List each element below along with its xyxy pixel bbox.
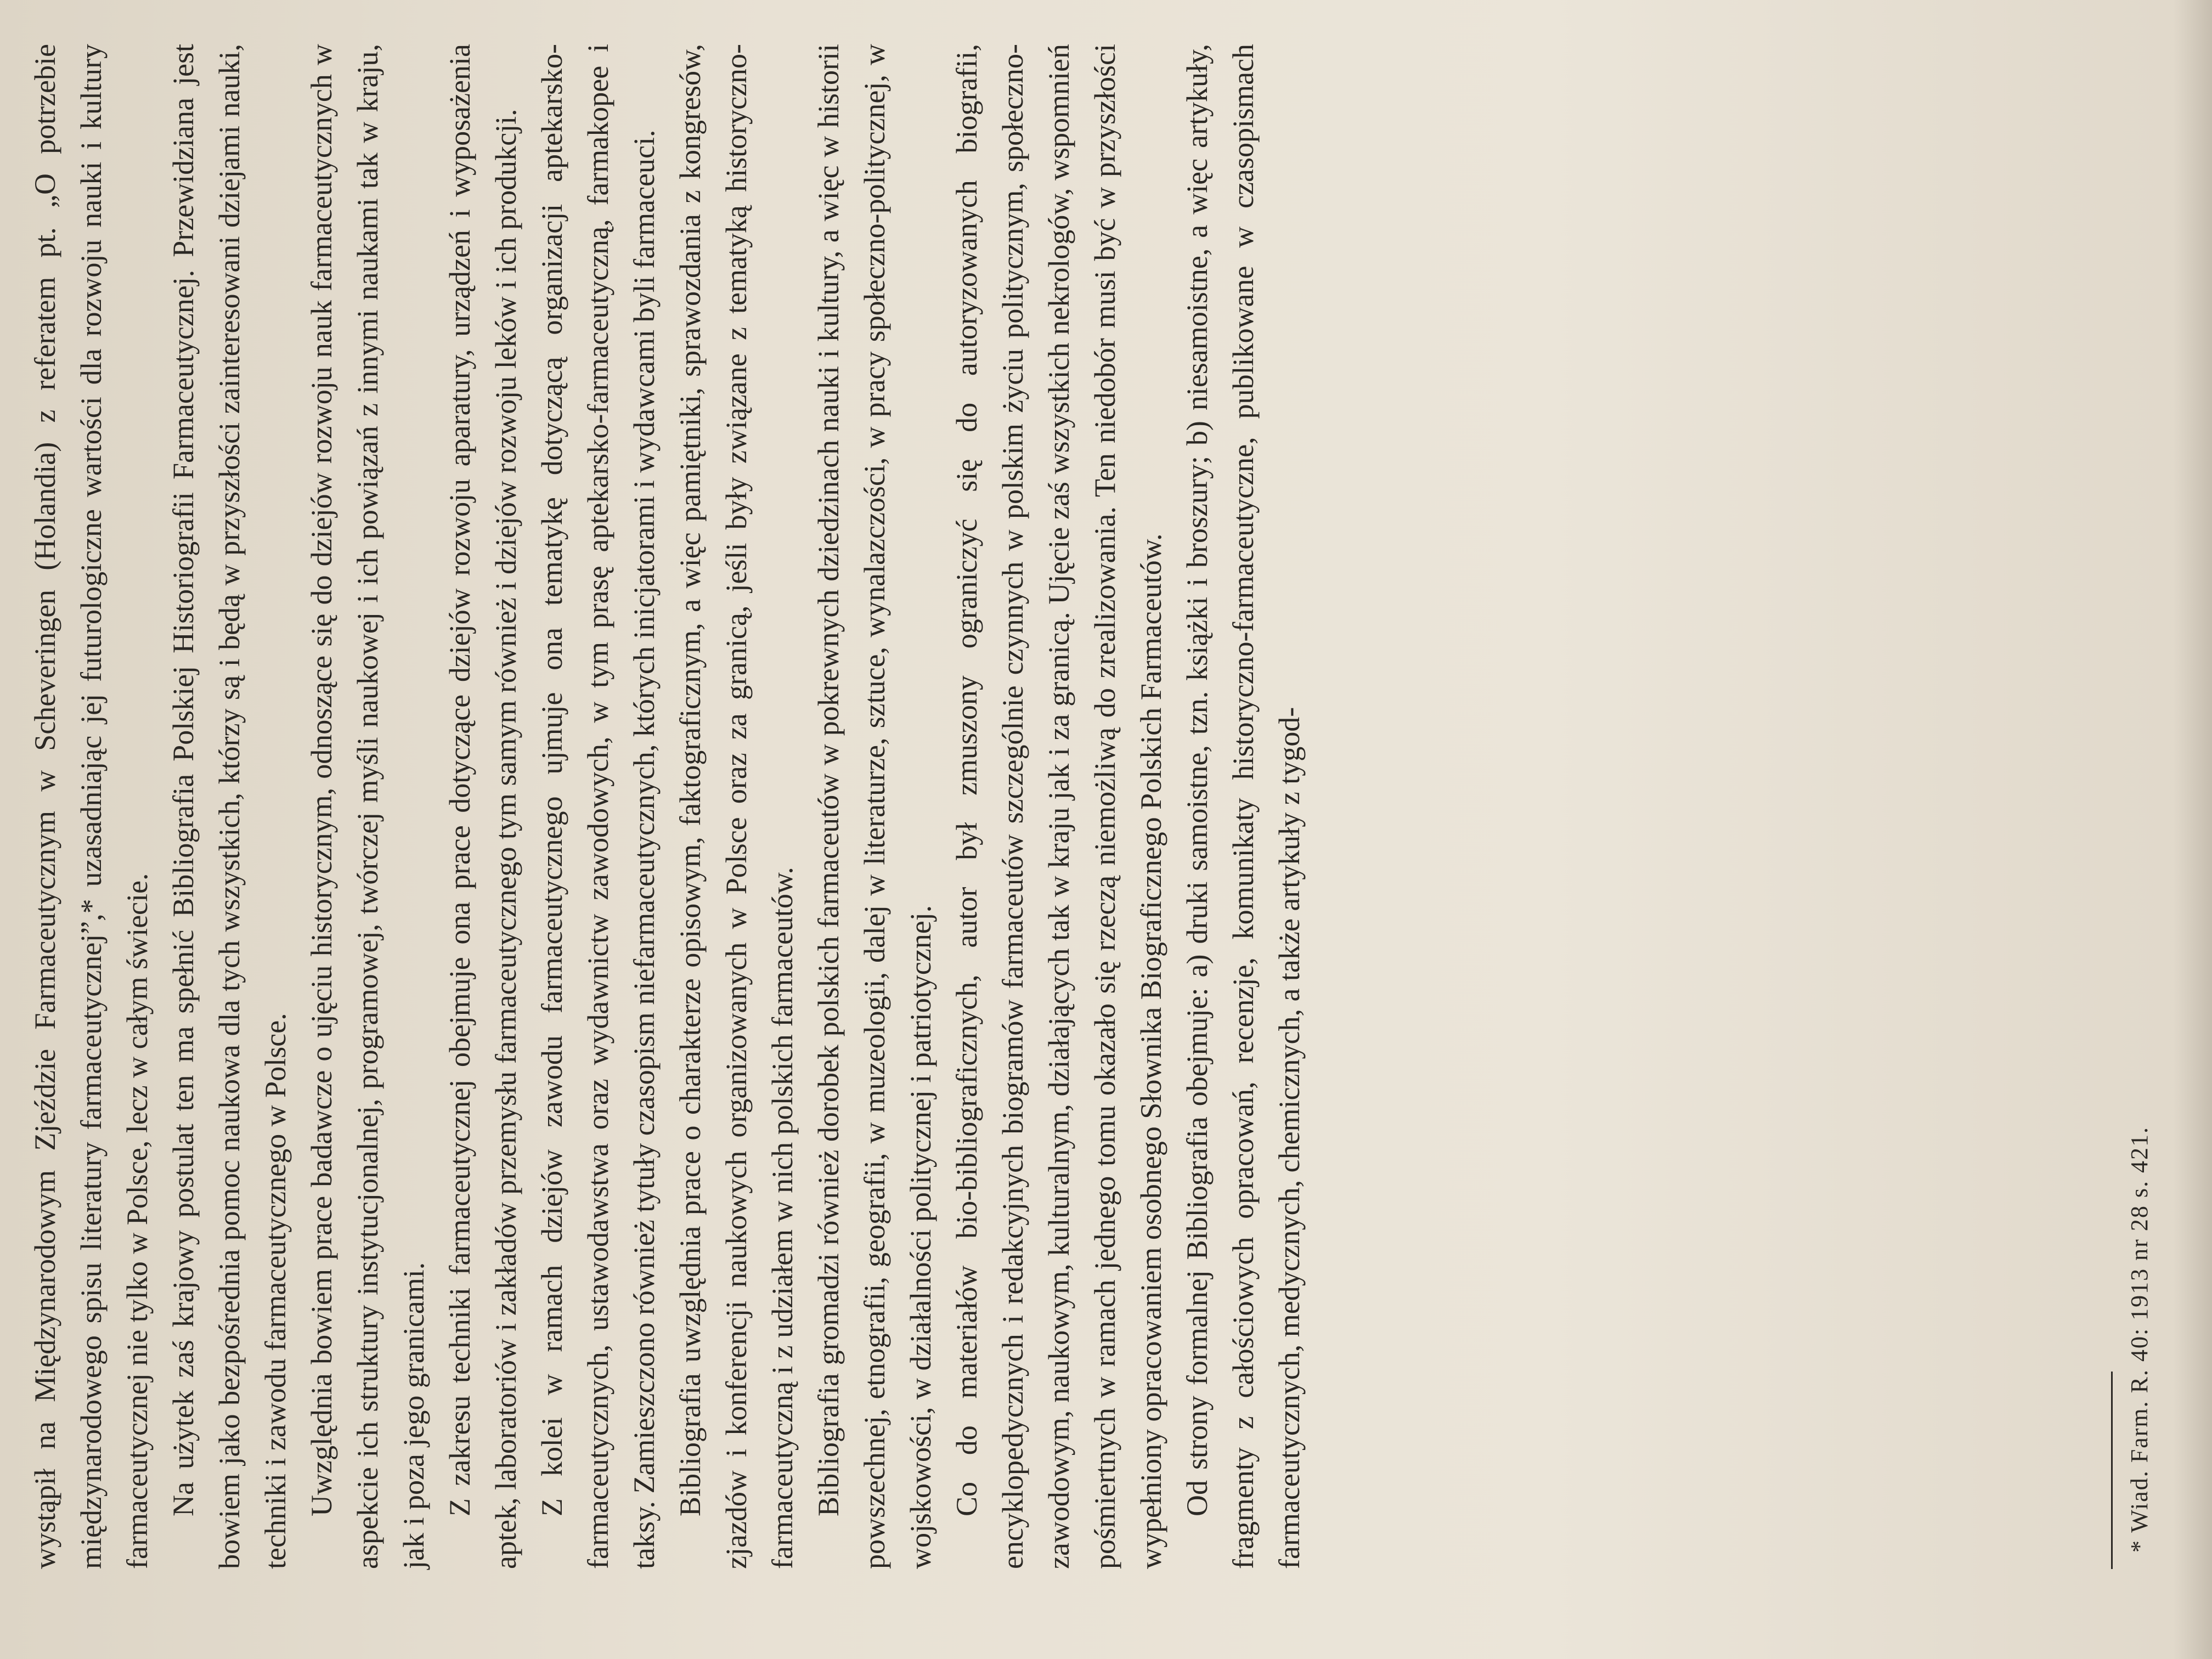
- paragraph-technika-farmaceutyczna: Z zakresu techniki farmaceutycznej obejmuje ona prace dotyczące dziejów rozwoju aparatury, urządzeń i wyposażenia aptek, laboratoriów i zakładów przemysłu farmaceutycznego tym samym również i dziejów rozwoju leków i ich produkcji.: [443, 44, 522, 1569]
- paragraph-strona-formalna: Od strony formalnej Bibliografia obejmuje: a) druki samoistne, tzn. książki i broszury; b) niesamoistne, a więc artykuły, fragmenty z całościowych opracowań, recenzje, komunikaty historyczno-farmaceutyczne, publikowane w czasopismach farmaceutycznych, medycznych, chemicznych, a także artykuły z tygod-: [1181, 44, 1306, 1569]
- footnote: * Wiad. Farm. R. 40: 1913 nr 28 s. 421.: [2126, 1126, 2153, 1553]
- paragraph-krajowy-postulat: Na użytek zaś krajowy postulat ten ma spełnić Bibliografia Polskiej Historiografii Farmaceutycznej. Przewidziana jest bowiem jako bezpośrednia pomoc naukowa dla tych wszystkich, którzy są i będą w przyszłości zainteresowani dziejami nauki, techniki i zawodu farmaceutycznego w Polsce.: [167, 44, 292, 1569]
- page-edge-shadow: [2174, 0, 2212, 1659]
- paragraph-dorobek-pokrewny: Bibliografia gromadzi również dorobek polskich farmaceutów w pokrewnych dziedzinach nauki i kultury, a więc w historii powszechnej, etnografii, geografii, w muzeologii, dalej w literaturze, sztuce, wynalazczości, w pracy społeczno-politycznej, w wojskowości, w działalności politycznej i patriotycznej.: [812, 44, 937, 1569]
- body-text: [22, 44, 1312, 1569]
- paragraph-continuation: wystąpił na Międzynarodowym Zjeździe Farmaceutycznym w Scheveringen (Holandia) z referatem pt. „O potrzebie międzynarodowego spisu literatury farmaceutycznej”,* uzasadniając jej futurologiczne wartości dla rozwoju nauki i kultury farmaceutycznej nie tylko w Polsce, lecz w całym świecie.: [29, 44, 154, 1569]
- paragraph-prace-badawcze: Uwzględnia bowiem prace badawcze o ujęciu historycznym, odnoszące się do dziejów rozwoju nauk farmaceutycznych w aspekcie ich struktury instytucjonalnej, programowej, twórczej myśli naukowej i ich powiązań z innymi naukami tak w kraju, jak i poza jego granicami.: [305, 44, 430, 1569]
- paragraph-bio-bibliografia: Co do materiałów bio-bibliograficznych, autor był zmuszony ograniczyć się do autoryzowanych biografii, encyklopedycznych i redakcyjnych biogramów farmaceutów szczególnie czynnych w polskim życiu politycznym, społeczno-zawodowym, naukowym, kulturalnym, działających tak w kraju jak i za granicą. Ujęcie zaś wszystkich nekrologów, wspomnień pośmiertnych w ramach jednego tomu okazało się rzeczą niemożliwą do zrealizowania. Ten niedobór musi być w przyszłości wypełniony opracowaniem osobnego Słownika Biograficznego Polskich Farmaceutów.: [950, 44, 1167, 1569]
- paragraph-dzieje-zawodu: Z kolei w ramach dziejów zawodu farmaceutycznego ujmuje ona tematykę dotyczącą organizacji aptekarsko-farmaceutycznych, ustawodawstwa oraz wydawnictw zawodowych, w tym prasę aptekarsko-farmaceutyczną, farmakopee i taksy. Zamieszczono również tytuły czasopism niefarmaceutycznych, których inicjatorami i wydawcami byli farmaceuci.: [535, 44, 661, 1569]
- footnote-divider: [2111, 1372, 2113, 1569]
- paragraph-prace-opisowe: Bibliografia uwzględnia prace o charakterze opisowym, faktograficznym, a więc pamiętniki, sprawozdania z kongresów, zjazdów i konferencji naukowych organizowanych w Polsce oraz za granicą, jeśli były związane z tematyką historyczno-farmaceutyczną i z udziałem w nich polskich farmaceutów.: [674, 44, 799, 1569]
- book-page: [22, 44, 2172, 1569]
